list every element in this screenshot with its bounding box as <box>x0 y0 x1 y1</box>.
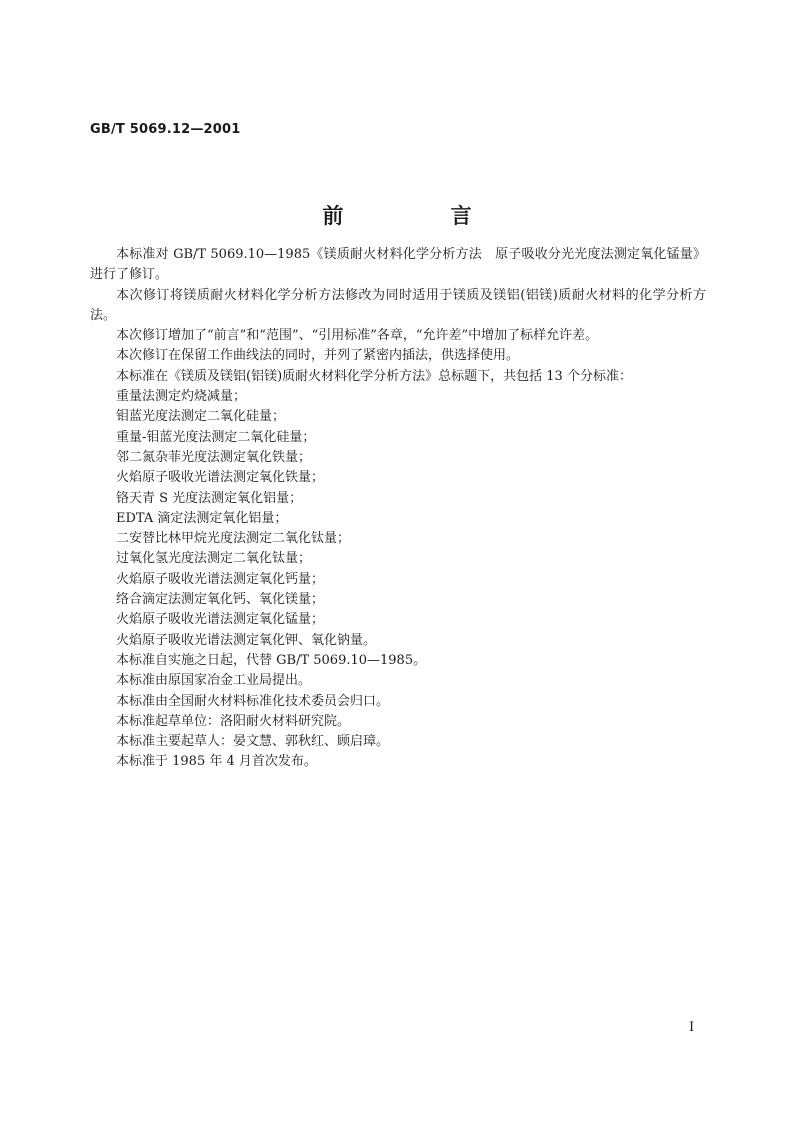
paragraph: 本标准由全国耐火材料标准化技术委员会归口。 <box>116 693 390 709</box>
paragraph: 本标准在《镁质及镁铝(铝镁)质耐火材料化学分析方法》总标题下，共包括 13 个分标准： <box>116 368 632 384</box>
document-body <box>90 245 706 773</box>
list-item: 络合滴定法测定氧化钙、氧化镁量； <box>116 592 325 608</box>
sub-standard-list <box>90 387 706 651</box>
list-item: EDTA 滴定法测定氧化铝量； <box>116 510 288 526</box>
paragraph: 本标准由原国家冶金工业局提出。 <box>116 673 312 689</box>
list-item: 火焰原子吸收光谱法测定氧化钾、氧化钠量。 <box>116 632 377 648</box>
list-item: 重量法测定灼烧减量； <box>116 389 247 405</box>
list-item: 邻二氮杂菲光度法测定氧化铁量； <box>116 449 312 465</box>
paragraph: 本标准主要起草人：晏文慧、郭秋红、顾启璋。 <box>116 734 390 750</box>
paragraph: 本次修订在保留工作曲线法的同时，并列了紧密内插法，供选择使用。 <box>116 348 520 364</box>
list-item: 火焰原子吸收光谱法测定氧化钙量； <box>116 571 325 587</box>
list-item: 火焰原子吸收光谱法测定氧化锰量； <box>116 612 325 628</box>
standard-code: GB/T 5069.12—2001 <box>90 122 241 137</box>
paragraph: 本标准自实施之日起，代替 GB/T 5069.10—1985。 <box>116 652 427 668</box>
list-item: 重量-钼蓝光度法测定二氧化硅量； <box>116 429 316 445</box>
list-item: 火焰原子吸收光谱法测定氧化铁量； <box>116 470 325 486</box>
paragraph: 本标准起草单位：洛阳耐火材料研究院。 <box>116 713 351 729</box>
paragraph: 本次修订增加了“前言”和“范围”、“引用标准”各章，“允许差”中增加了标样允许差。 <box>116 328 599 344</box>
list-item: 钼蓝光度法测定二氧化硅量； <box>116 409 286 425</box>
page-number: I <box>689 1020 695 1035</box>
list-item: 二安替比林甲烷光度法测定二氧化钛量； <box>116 531 351 547</box>
list-item: 铬天青 S 光度法测定氧化铝量； <box>116 490 303 506</box>
page-title: 前 言 <box>322 204 522 228</box>
paragraph: 本标准对 GB/T 5069.10—1985《镁质耐火材料化学分析方法 原子吸收分光光度法测定氧化锰量》进行了修订。 <box>90 247 706 283</box>
paragraph: 本标准于 1985 年 4 月首次发布。 <box>116 754 317 770</box>
paragraph: 本次修订将镁质耐火材料化学分析方法修改为同时适用于镁质及镁铝(铝镁)质耐火材料的化学分析方法。 <box>90 287 706 323</box>
list-item: 过氧化氢光度法测定二氧化钛量； <box>116 551 312 567</box>
